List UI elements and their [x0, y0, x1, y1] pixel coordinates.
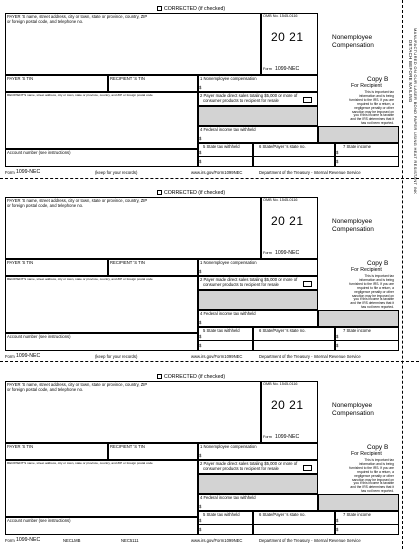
form-title-2: Compensation	[332, 410, 374, 417]
for-recipient-label: For Recipient	[351, 83, 382, 89]
box5-dollar-1: $	[199, 518, 202, 523]
notice-line: negligence penalty or other	[354, 473, 394, 478]
cut-line-right	[402, 0, 403, 549]
notice-line: negligence penalty or other	[354, 105, 394, 110]
recipient-tin-label: RECIPIENT 'S TIN	[110, 444, 145, 449]
box2-label: 2 Payer made direct sales totaling $5,000 or more of	[200, 277, 298, 282]
for-recipient-label: For Recipient	[351, 451, 382, 457]
notice-line: and the IRS determines that it	[350, 485, 394, 490]
notice-line: This is important tax	[364, 90, 394, 94]
copy-label: Copy B	[367, 76, 389, 83]
box4-label: 4 Federal income tax withheld	[200, 127, 256, 132]
box1-label: 1 Nonemployee compensation	[200, 260, 257, 265]
box2-checkbox[interactable]	[303, 465, 312, 471]
omb-number: OMB No. 1545-0116	[263, 14, 298, 18]
recipient-name-box[interactable]	[5, 276, 198, 333]
account-number-label: Account number (see instructions)	[7, 150, 71, 155]
detach-notice: DETACH BEFORE MAILING	[408, 40, 413, 103]
payer-name-label: PAYER 'S name, street address, city or town, state or province, country, ZIP	[7, 14, 148, 19]
box7-label: 7 State income	[343, 512, 371, 517]
box6-divider	[253, 340, 335, 341]
form-label: Form	[263, 251, 272, 255]
footer-keep: (keep for your records)	[95, 170, 138, 175]
box1-dollar: $	[199, 453, 202, 458]
box1-label: 1 Nonemployee compensation	[200, 444, 257, 449]
box5-divider	[198, 524, 253, 525]
footer-code-2: NEC5111	[121, 538, 139, 543]
form-name: 1099-NEC	[275, 66, 300, 72]
box2-checkbox[interactable]	[303, 281, 312, 287]
notice-line: information and is being	[358, 277, 394, 282]
box5-dollar-2: $	[199, 343, 202, 348]
box3-shaded	[198, 474, 318, 494]
payer-tin-label: PAYER 'S TIN	[7, 76, 34, 81]
corrected-label: CORRECTED (if checked)	[164, 5, 226, 12]
payer-name-label-2: or foreign postal code, and telephone no.	[7, 19, 84, 24]
notice-line: and the IRS determines that it	[350, 301, 394, 306]
notice-line: required to file a return, a	[357, 101, 394, 106]
box2-label-2: consumer products to recipient for resale	[203, 98, 279, 103]
notice-line: and the IRS determines that it	[350, 117, 394, 122]
box7-dollar-1: $	[336, 334, 339, 339]
box7-divider	[335, 524, 399, 525]
payer-name-label-2: or foreign postal code, and telephone no.	[7, 203, 84, 208]
box6-divider	[253, 524, 335, 525]
omb-number: OMB No. 1545-0116	[263, 382, 298, 386]
form-title-1: Nonemployee	[332, 218, 373, 225]
form-label: Form	[263, 67, 272, 71]
box7-dollar-1: $	[336, 518, 339, 523]
corrected-checkbox[interactable]	[157, 374, 162, 379]
recipient-name-box[interactable]	[5, 460, 198, 517]
notice-line: you if this income is taxable	[353, 481, 394, 486]
box6-label: 6 State/Payer 's state no.	[259, 328, 306, 333]
payer-name-label-2: or foreign postal code, and telephone no.	[7, 387, 84, 392]
box2-label-2: consumer products to recipient for resale	[203, 282, 279, 287]
box5-label: 5 State tax withheld	[203, 512, 240, 517]
box4-dollar: $	[199, 504, 202, 509]
box7-label: 7 State income	[343, 144, 371, 149]
footer-form-name: 1099-NEC	[16, 537, 41, 543]
box5-label: 5 State tax withheld	[203, 328, 240, 333]
form-name: 1099-NEC	[275, 434, 300, 440]
box7-dollar-2: $	[336, 343, 339, 348]
form-label: Form	[263, 435, 272, 439]
form-title-1: Nonemployee	[332, 402, 373, 409]
footer-url: www.irs.gov/Form1099NEC	[191, 170, 243, 175]
notice-line: This is important tax	[364, 458, 394, 462]
notice-line: has not been reported.	[360, 305, 394, 310]
box5-dollar-1: $	[199, 150, 202, 155]
copy-label: Copy B	[367, 260, 389, 267]
notice-line: sanction may be imposed on	[352, 477, 394, 482]
box5-dollar-2: $	[199, 159, 202, 164]
tax-year: 20 21	[271, 398, 304, 412]
recipient-tin-label: RECIPIENT 'S TIN	[110, 260, 145, 265]
box7-divider	[335, 340, 399, 341]
box2-checkbox[interactable]	[303, 97, 312, 103]
box1-label: 1 Nonemployee compensation	[200, 76, 257, 81]
recipient-name-label: RECIPIENT'S name, street address, city or town, state or province, country, and ZIP or foreign postal code	[7, 93, 153, 97]
corrected-label: CORRECTED (if checked)	[164, 189, 226, 196]
notice-line: you if this income is taxable	[353, 113, 394, 118]
box5-dollar-2: $	[199, 527, 202, 532]
footer-department: Department of the Treasury - Internal Revenue Service	[259, 354, 361, 359]
box7-dollar-2: $	[336, 527, 339, 532]
box3-shaded	[198, 106, 318, 126]
payer-tin-label: PAYER 'S TIN	[7, 260, 34, 265]
payer-tin-label: PAYER 'S TIN	[7, 444, 34, 449]
notice-line: required to file a return, a	[357, 285, 394, 290]
form-1099-nec-copy-3	[5, 374, 399, 554]
footer-form-name: 1099-NEC	[16, 353, 41, 359]
recipient-tin-label: RECIPIENT 'S TIN	[110, 76, 145, 81]
box7-divider	[335, 156, 399, 157]
notice-line: has not been reported.	[360, 489, 394, 494]
copy-label: Copy B	[367, 444, 389, 451]
notice-line: information and is being	[358, 461, 394, 466]
box-right-shaded	[318, 310, 399, 327]
footer-department: Department of the Treasury - Internal Revenue Service	[259, 538, 361, 543]
form-title-1: Nonemployee	[332, 34, 373, 41]
form-1099-nec-copy-1	[5, 6, 399, 186]
account-number-label: Account number (see instructions)	[7, 334, 71, 339]
notice-line: furnished to the IRS. If you are	[349, 97, 394, 102]
notice-line: sanction may be imposed on	[352, 109, 394, 114]
box1-dollar: $	[199, 85, 202, 90]
footer-form-label: Form	[5, 354, 15, 359]
form-title-2: Compensation	[332, 226, 374, 233]
box1-dollar: $	[199, 269, 202, 274]
box6-divider	[253, 156, 335, 157]
account-number-label: Account number (see instructions)	[7, 518, 71, 523]
box7-label: 7 State income	[343, 328, 371, 333]
form-name: 1099-NEC	[275, 250, 300, 256]
box3-shaded	[198, 290, 318, 310]
notice-line: furnished to the IRS. If you are	[349, 465, 394, 470]
omb-number: OMB No. 1545-0116	[263, 198, 298, 202]
box7-dollar-1: $	[336, 150, 339, 155]
recipient-name-box[interactable]	[5, 92, 198, 149]
recipient-name-label: RECIPIENT'S name, street address, city or town, state or province, country, and ZIP or foreign postal code	[7, 461, 153, 465]
box5-divider	[198, 156, 253, 157]
recipient-name-label: RECIPIENT'S name, street address, city or town, state or province, country, and ZIP or foreign postal code	[7, 277, 153, 281]
notice-line: has not been reported.	[360, 121, 394, 126]
box5-dollar-1: $	[199, 334, 202, 339]
payer-name-label: PAYER 'S name, street address, city or town, state or province, country, ZIP	[7, 382, 148, 387]
box2-label-2: consumer products to recipient for resale	[203, 466, 279, 471]
form-title-2: Compensation	[332, 42, 374, 49]
box-right-shaded	[318, 494, 399, 511]
box6-label: 6 State/Payer 's state no.	[259, 512, 306, 517]
notice-line: you if this income is taxable	[353, 297, 394, 302]
corrected-checkbox[interactable]	[157, 6, 162, 11]
notice-line: required to file a return, a	[357, 469, 394, 474]
box2-label: 2 Payer made direct sales totaling $5,000 or more of	[200, 461, 298, 466]
footer-form-name: 1099-NEC	[16, 169, 41, 175]
footer-code-1: NECLMB	[63, 538, 81, 543]
footer-url: www.irs.gov/Form1099NEC	[191, 354, 243, 359]
tax-year: 20 21	[271, 214, 304, 228]
box4-label: 4 Federal income tax withheld	[200, 311, 256, 316]
box-right-shaded	[318, 126, 399, 143]
footer-form-label: Form	[5, 170, 15, 175]
notice-line: negligence penalty or other	[354, 289, 394, 294]
footer-department: Department of the Treasury - Internal Revenue Service	[259, 170, 361, 175]
form-1099-nec-copy-2	[5, 190, 399, 370]
footer-keep: (keep for your records)	[95, 354, 138, 359]
footer-url: www.irs.gov/Form1099NEC	[191, 538, 243, 543]
payer-name-label: PAYER 'S name, street address, city or town, state or province, country, ZIP	[7, 198, 148, 203]
for-recipient-label: For Recipient	[351, 267, 382, 273]
box4-dollar: $	[199, 320, 202, 325]
box4-dollar: $	[199, 136, 202, 141]
tax-year: 20 21	[271, 30, 304, 44]
notice-line: furnished to the IRS. If you are	[349, 281, 394, 286]
manufacturer-notice: MANUFACTURED ON OUR LASER BOND PAPER USING HEAT RESISTANT INK	[413, 28, 418, 195]
box6-label: 6 State/Payer 's state no.	[259, 144, 306, 149]
notice-line: information and is being	[358, 93, 394, 98]
box5-divider	[198, 340, 253, 341]
box5-label: 5 State tax withheld	[203, 144, 240, 149]
corrected-checkbox[interactable]	[157, 190, 162, 195]
corrected-label: CORRECTED (if checked)	[164, 373, 226, 380]
footer-form-label: Form	[5, 538, 15, 543]
notice-line: This is important tax	[364, 274, 394, 278]
box2-label: 2 Payer made direct sales totaling $5,000 or more of	[200, 93, 298, 98]
box7-dollar-2: $	[336, 159, 339, 164]
notice-line: sanction may be imposed on	[352, 293, 394, 298]
box4-label: 4 Federal income tax withheld	[200, 495, 256, 500]
